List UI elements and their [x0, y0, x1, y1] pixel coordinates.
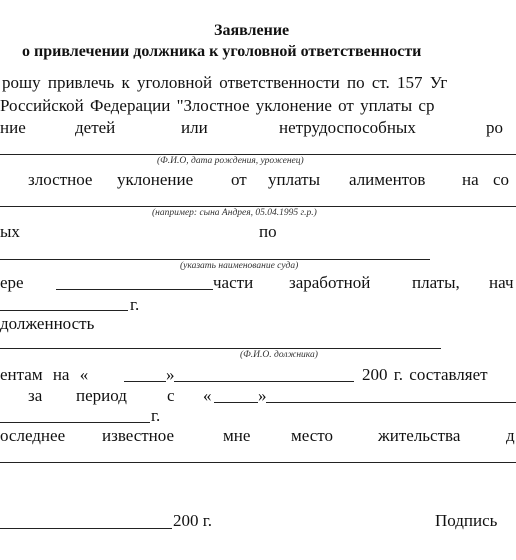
year-label-2: г. [151, 406, 161, 425]
debtor-blank-line [0, 348, 441, 349]
body-line-11: долженность [0, 314, 95, 333]
court-blank-line [0, 259, 430, 260]
signature-date-line [0, 528, 172, 529]
body-line-7-w1: ых [0, 222, 20, 241]
debtor-hint: (Ф.И.О. должника) [240, 350, 318, 360]
body-line-3-w1: ние [0, 118, 26, 137]
month-blank-line-1 [174, 381, 354, 382]
body-line-16-w3: мне [223, 426, 251, 445]
body-line-16-w4: место [291, 426, 333, 445]
body-line-16-w2: известное [102, 426, 175, 445]
date-blank-line-1 [0, 310, 128, 311]
fio-blank-line [0, 154, 516, 155]
body-line-2: Российской Федерации "Злостное уклонение от уплаты ср [0, 96, 435, 115]
body-line-5-w3: от [231, 170, 247, 189]
body-line-9-w2: части [213, 273, 254, 292]
body-line-5-w5: алиментов [349, 170, 426, 189]
body-line-5-w1: злостное [28, 170, 93, 189]
body-line-5-w7: со [493, 170, 510, 189]
body-line-14-w5: » [258, 386, 267, 405]
day-blank-line-1 [124, 381, 166, 382]
fio-hint: (Ф.И.О, дата рождения, уроженец) [157, 156, 304, 166]
body-line-3-w5: ро [486, 118, 503, 137]
body-line-9-w5: нач [489, 273, 514, 292]
body-line-13-c: 200 г. составляет [362, 365, 488, 384]
body-line-3-w3: или [181, 118, 208, 137]
doc-subtitle: о привлечении должника к уголовной ответственности [22, 43, 422, 60]
body-line-16-w6: д [506, 426, 515, 445]
body-line-14-w2: период [76, 386, 127, 405]
body-line-5-w4: уплаты [268, 170, 321, 189]
body-line-3-w4: нетрудоспособных [279, 118, 416, 137]
footer-year: 200 г. [173, 511, 213, 530]
body-line-13-b: » [166, 365, 175, 384]
body-line-9-w1: ере [0, 273, 24, 292]
body-line-14-w4: « [203, 386, 212, 405]
body-line-14-w3: с [167, 386, 175, 405]
month-blank-line-2 [266, 402, 516, 403]
body-line-16-w5: жительства [378, 426, 461, 445]
body-line-5-w6: на [462, 170, 479, 189]
child-hint: (например: сына Андрея, 05.04.1995 г.р.) [152, 208, 317, 218]
body-line-7-w2: по [259, 222, 277, 241]
date-blank-line-2 [0, 422, 150, 423]
body-line-9-w4: платы, [412, 273, 460, 292]
court-hint: (указать наименование суда) [180, 261, 299, 271]
body-line-1: рошу привлечь к уголовной ответственности по ст. 157 Уг [2, 73, 448, 92]
body-line-14-w1: за [28, 386, 43, 405]
address-blank-line [0, 462, 516, 463]
body-line-13-a: ентам на « [0, 365, 89, 384]
day-blank-line-2 [214, 402, 258, 403]
doc-title: Заявление [214, 22, 290, 39]
body-line-3-w2: детей [75, 118, 116, 137]
body-line-16-w1: оследнее [0, 426, 66, 445]
footer-signature: Подпись [435, 511, 498, 530]
child-blank-line [0, 206, 516, 207]
share-blank-line [56, 289, 213, 290]
year-label-1: г. [130, 295, 140, 314]
body-line-9-w3: заработной [289, 273, 371, 292]
body-line-5-w2: уклонение [117, 170, 194, 189]
